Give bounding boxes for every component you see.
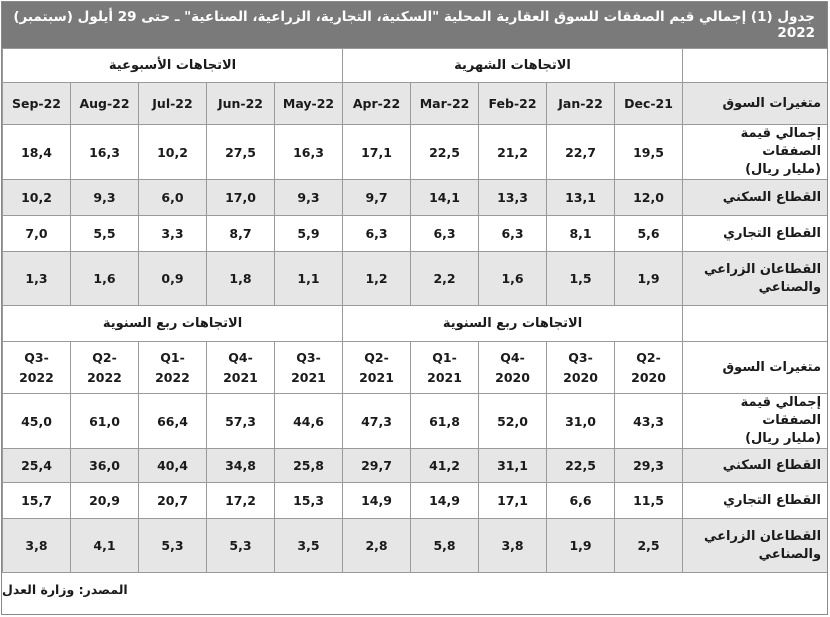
row-label-line1: القطاعان الزراعي xyxy=(704,528,822,544)
table-cell: 61,8 xyxy=(411,394,479,449)
table-cell: 20,9 xyxy=(71,483,139,519)
table-cell: 44,6 xyxy=(275,394,343,449)
row-label-line1: إجمالي قيمة الصفقات xyxy=(740,126,822,159)
year-label: 2022 xyxy=(87,369,122,385)
corner-cell xyxy=(683,306,828,342)
column-header xyxy=(615,342,683,394)
table-cell: 47,3 xyxy=(343,394,411,449)
table-cell: 29,3 xyxy=(615,449,683,483)
group-header-monthly: الاتجاهات الشهرية xyxy=(343,49,683,83)
table-cell: 19,5 xyxy=(615,125,683,180)
table-cell: 1,3 xyxy=(3,252,71,306)
table-cell: 21,2 xyxy=(479,125,547,180)
column-header xyxy=(139,342,207,394)
quarter-label: -Q3 xyxy=(24,349,49,365)
table-cell: 6,3 xyxy=(479,216,547,252)
table-cell: 3,3 xyxy=(139,216,207,252)
data-table xyxy=(2,48,828,573)
table-cell: 1,6 xyxy=(479,252,547,306)
table-cell: 2,8 xyxy=(343,519,411,573)
row-header-market-variables: متغيرات السوق xyxy=(683,342,828,394)
table-cell: 1,2 xyxy=(343,252,411,306)
table-cell: 45,0 xyxy=(3,394,71,449)
year-label: 2021 xyxy=(427,369,462,385)
column-header xyxy=(71,342,139,394)
table-cell: 9,3 xyxy=(275,180,343,216)
group-header-quarterly-left: الاتجاهات ربع السنوية xyxy=(3,306,343,342)
table-cell: 17,2 xyxy=(207,483,275,519)
row-label-line2: (مليار ريال) xyxy=(745,162,822,177)
table-cell: 3,8 xyxy=(3,519,71,573)
column-header xyxy=(547,342,615,394)
table-cell: 52,0 xyxy=(479,394,547,449)
table-cell: 9,3 xyxy=(71,180,139,216)
table-cell: 15,7 xyxy=(3,483,71,519)
table-cell: 5,3 xyxy=(139,519,207,573)
table-cell: 17,0 xyxy=(207,180,275,216)
table-cell: 3,8 xyxy=(479,519,547,573)
table-cell: 14,1 xyxy=(411,180,479,216)
quarter-label: -Q4 xyxy=(500,349,525,365)
table-cell: 12,0 xyxy=(615,180,683,216)
quarter-label: -Q4 xyxy=(228,349,253,365)
table-cell: 1,9 xyxy=(547,519,615,573)
table-cell: 13,3 xyxy=(479,180,547,216)
table-cell: 8,1 xyxy=(547,216,615,252)
column-header: Jul-22 xyxy=(139,83,207,125)
table-cell: 5,6 xyxy=(615,216,683,252)
row-label-line1: إجمالي قيمة الصفقات xyxy=(740,395,822,428)
group-header-weekly: الاتجاهات الأسبوعية xyxy=(3,49,343,83)
table-cell: 22,7 xyxy=(547,125,615,180)
source-note: المصدر: وزارة العدل xyxy=(2,582,128,597)
year-label: 2022 xyxy=(19,369,54,385)
table-cell: 20,7 xyxy=(139,483,207,519)
table-cell: 5,5 xyxy=(71,216,139,252)
table-frame xyxy=(1,1,828,615)
table-cell: 18,4 xyxy=(3,125,71,180)
table-cell: 8,7 xyxy=(207,216,275,252)
column-header: Sep-22 xyxy=(3,83,71,125)
table-cell: 25,4 xyxy=(3,449,71,483)
year-label: 2021 xyxy=(291,369,326,385)
table-cell: 14,9 xyxy=(343,483,411,519)
column-header: Aug-22 xyxy=(71,83,139,125)
table-cell: 6,3 xyxy=(411,216,479,252)
row-label-residential: القطاع السكني xyxy=(683,180,828,216)
column-header xyxy=(207,342,275,394)
column-header: Jan-22 xyxy=(547,83,615,125)
quarter-label: -Q1 xyxy=(432,349,457,365)
table-cell: 57,3 xyxy=(207,394,275,449)
row-label-total-value xyxy=(683,125,828,180)
table-cell: 5,9 xyxy=(275,216,343,252)
table-cell: 40,4 xyxy=(139,449,207,483)
quarter-label: -Q2 xyxy=(92,349,117,365)
table-cell: 1,8 xyxy=(207,252,275,306)
column-header xyxy=(275,342,343,394)
table-cell: 10,2 xyxy=(3,180,71,216)
table-cell: 36,0 xyxy=(71,449,139,483)
column-header: Jun-22 xyxy=(207,83,275,125)
table-cell: 9,7 xyxy=(343,180,411,216)
table-cell: 11,5 xyxy=(615,483,683,519)
table-cell: 22,5 xyxy=(411,125,479,180)
table-cell: 1,1 xyxy=(275,252,343,306)
table-cell: 34,8 xyxy=(207,449,275,483)
column-header xyxy=(479,342,547,394)
table-cell: 1,5 xyxy=(547,252,615,306)
year-label: 2020 xyxy=(563,369,598,385)
table-cell: 41,2 xyxy=(411,449,479,483)
row-label-agri-industrial xyxy=(683,519,828,573)
table-cell: 1,9 xyxy=(615,252,683,306)
corner-cell xyxy=(683,49,828,83)
table-cell: 27,5 xyxy=(207,125,275,180)
row-label-commercial: القطاع التجاري xyxy=(683,483,828,519)
quarter-label: -Q3 xyxy=(296,349,321,365)
table-cell: 14,9 xyxy=(411,483,479,519)
table-cell: 2,5 xyxy=(615,519,683,573)
table-cell: 31,0 xyxy=(547,394,615,449)
row-label-line2: والصناعي xyxy=(758,546,822,562)
table-cell: 25,8 xyxy=(275,449,343,483)
table-cell: 2,2 xyxy=(411,252,479,306)
column-header xyxy=(3,342,71,394)
table-cell: 16,3 xyxy=(71,125,139,180)
table-cell: 13,1 xyxy=(547,180,615,216)
row-label-residential: القطاع السكني xyxy=(683,449,828,483)
table-cell: 31,1 xyxy=(479,449,547,483)
table-cell: 17,1 xyxy=(479,483,547,519)
year-label: 2021 xyxy=(359,369,394,385)
table-cell: 66,4 xyxy=(139,394,207,449)
column-header: Dec-21 xyxy=(615,83,683,125)
quarter-label: -Q2 xyxy=(636,349,661,365)
table-title: جدول (1) إجمالي قيم الصفقات للسوق العقارية المحلية "السكنية، التجارية، الزراعية، الصناعية" ـ حتى 29 أيلول (سبتمبر) 2022 xyxy=(2,2,827,48)
quarter-label: -Q1 xyxy=(160,349,185,365)
row-label-line2: والصناعي xyxy=(758,279,822,295)
row-label-total-value xyxy=(683,394,828,449)
row-label-line2: (مليار ريال) xyxy=(745,431,822,446)
column-header: May-22 xyxy=(275,83,343,125)
table-cell: 17,1 xyxy=(343,125,411,180)
table-cell: 6,3 xyxy=(343,216,411,252)
column-header: Mar-22 xyxy=(411,83,479,125)
quarter-label: -Q3 xyxy=(568,349,593,365)
row-label-line1: القطاعان الزراعي xyxy=(704,261,822,277)
table-cell: 4,1 xyxy=(71,519,139,573)
table-cell: 1,6 xyxy=(71,252,139,306)
table-cell: 10,2 xyxy=(139,125,207,180)
table-cell: 43,3 xyxy=(615,394,683,449)
table-cell: 5,3 xyxy=(207,519,275,573)
table-cell: 0,9 xyxy=(139,252,207,306)
table-cell: 29,7 xyxy=(343,449,411,483)
column-header: Apr-22 xyxy=(343,83,411,125)
year-label: 2020 xyxy=(495,369,530,385)
table-cell: 6,0 xyxy=(139,180,207,216)
year-label: 2021 xyxy=(223,369,258,385)
table-cell: 7,0 xyxy=(3,216,71,252)
table-cell: 16,3 xyxy=(275,125,343,180)
column-header: Feb-22 xyxy=(479,83,547,125)
group-header-quarterly-right: الاتجاهات ربع السنوية xyxy=(343,306,683,342)
table-cell: 6,6 xyxy=(547,483,615,519)
row-label-agri-industrial xyxy=(683,252,828,306)
row-header-market-variables: متغيرات السوق xyxy=(683,83,828,125)
column-header xyxy=(343,342,411,394)
table-cell: 61,0 xyxy=(71,394,139,449)
table-cell: 22,5 xyxy=(547,449,615,483)
table-cell: 15,3 xyxy=(275,483,343,519)
table-cell: 5,8 xyxy=(411,519,479,573)
year-label: 2022 xyxy=(155,369,190,385)
table-cell: 3,5 xyxy=(275,519,343,573)
quarter-label: -Q2 xyxy=(364,349,389,365)
row-label-commercial: القطاع التجاري xyxy=(683,216,828,252)
year-label: 2020 xyxy=(631,369,666,385)
column-header xyxy=(411,342,479,394)
